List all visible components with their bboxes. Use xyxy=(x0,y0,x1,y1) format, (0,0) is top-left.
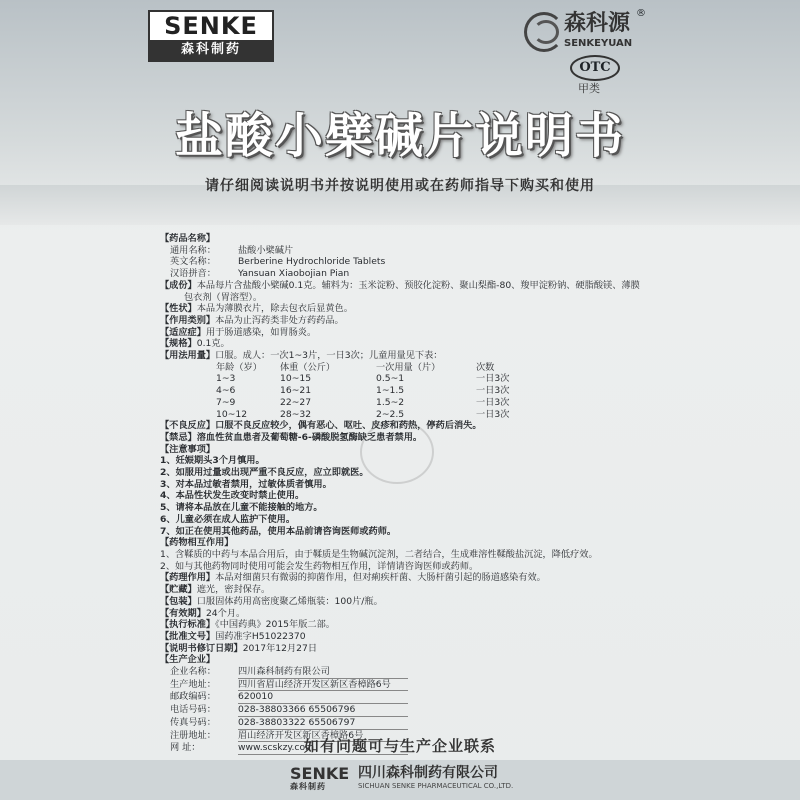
dosage-cell: 4~6 xyxy=(216,385,236,397)
section-heading: 【药品名称】 xyxy=(160,233,216,244)
footer-logo-text: SENKE xyxy=(290,764,350,783)
senke-logo xyxy=(148,10,274,62)
dosage-header: 年龄（岁） xyxy=(216,361,262,373)
standard-section: 【执行标准】《中国药典》2015年版二部。 xyxy=(160,619,335,631)
senkeyuan-logo xyxy=(524,10,644,54)
properties-section: 【性状】本品为薄膜衣片，除去包衣后显黄色。 xyxy=(160,303,353,315)
name-row: 通用名称： 盐酸小檗碱片 xyxy=(170,244,294,256)
interaction-item: 1、含鞣质的中药与本品合用后，由于鞣质是生物碱沉淀剂，二者结合，生成难溶性鞣酸盐沉淀，降低疗效。 xyxy=(160,548,598,560)
caution-item: 7、如正在使用其他药品，使用本品前请咨询医师或药师。 xyxy=(160,525,397,537)
caution-item: 3、对本品过敏者禁用，过敏体质者慎用。 xyxy=(160,478,332,490)
approval-section: 【批准文号】国药准字H51022370 xyxy=(160,630,306,642)
dosage-cell: 一日3次 xyxy=(476,385,510,397)
company-row: 企业名称： 四川森科制药有限公司 xyxy=(160,666,646,679)
dosage-cell: 一日3次 xyxy=(476,396,510,408)
storage-section: 【贮藏】遮光，密封保存。 xyxy=(160,584,271,596)
caution-item: 6、儿童必须在成人监护下使用。 xyxy=(160,513,296,525)
footer-company-en: SICHUAN SENKE PHARMACEUTICAL CO.,LTD. xyxy=(358,782,514,790)
footer-logo xyxy=(290,766,354,792)
page-subtitle: 请仔细阅读说明书并按说明使用或在药师指导下购买和使用 xyxy=(205,178,595,194)
dosage-cell: 10~15 xyxy=(280,373,312,385)
dosage-header: 一次用量（片） xyxy=(376,361,441,373)
company-row: 电话号码： 028-38803366 65506796 xyxy=(160,704,646,717)
otc-badge: OTC xyxy=(570,55,620,81)
adverse-section: 【不良反应】口服不良反应较少，偶有恶心、呕吐、皮疹和药热，停药后消失。 xyxy=(160,420,482,432)
dosage-cell: 0.5~1 xyxy=(376,373,405,385)
company-row: 生产地址： 四川省眉山经济开发区新区香樟路6号 xyxy=(160,679,646,692)
package-section: 【包装】口服固体药用高密度聚乙烯瓶装：100片/瓶。 xyxy=(160,595,383,607)
ingredients-cont: 包衣剂（胃溶型）。 xyxy=(184,291,263,303)
registered-mark: ® xyxy=(636,8,646,19)
category-section: 【作用类别】本品为止泻药类非处方药药品。 xyxy=(160,314,344,326)
section-heading: 【生产企业】 xyxy=(160,654,216,666)
dosage-cell: 1~1.5 xyxy=(376,385,405,397)
senke-logo-text: SENKE xyxy=(164,12,258,40)
dosage-cell: 一日3次 xyxy=(476,408,510,420)
usage-section: 【用法用量】口服。成人：一次1~3片，一日3次；儿童用量见下表： xyxy=(160,350,443,362)
dosage-cell: 28~32 xyxy=(280,408,312,420)
dosage-cell: 22~27 xyxy=(280,396,312,408)
name-row: 汉语拼音： Yansuan Xiaobojian Pian xyxy=(170,268,350,280)
ingredients-section: 【成份】本品每片含盐酸小檗碱0.1克。辅料为：玉米淀粉、预胶化淀粉、聚山梨酯-80、羧甲淀粉钠、硬脂酸镁、薄膜 xyxy=(160,279,640,291)
caution-item: 5、请将本品放在儿童不能接触的地方。 xyxy=(160,502,323,514)
senkeyuan-sub: SENKEYUAN xyxy=(564,38,633,49)
dosage-cell: 一日3次 xyxy=(476,373,510,385)
section-heading: 【药物相互作用】 xyxy=(160,537,234,549)
dosage-header: 次数 xyxy=(476,361,495,373)
contraindication-section: 【禁忌】溶血性贫血患者及葡萄糖-6-磷酸脱氢酶缺乏患者禁用。 xyxy=(160,431,423,443)
interaction-item: 2、如与其他药物同时使用可能会发生药物相互作用，详情请咨询医师或药师。 xyxy=(160,560,479,572)
dosage-cell: 10~12 xyxy=(216,408,248,420)
section-heading: 【注意事项】 xyxy=(160,443,216,455)
senke-logo-sub: 森科制药 xyxy=(150,40,272,60)
company-row: 邮政编码： 620010 xyxy=(160,691,646,704)
caution-item: 2、如服用过量或出现严重不良反应，应立即就医。 xyxy=(160,467,369,479)
name-row: 英文名称： Berberine Hydrochloride Tablets xyxy=(170,256,386,268)
page-title: 盐酸小檗碱片说明书 xyxy=(174,108,625,164)
footer-company-cn: 四川森科制药有限公司 xyxy=(358,765,498,781)
dosage-cell: 7~9 xyxy=(216,396,236,408)
pharmacology-section: 【药理作用】本品对细菌只有微弱的抑菌作用，但对痢疾杆菌、大肠杆菌引起的肠道感染有效。 xyxy=(160,572,546,584)
company-row: 网 址： www.scskzy.com xyxy=(160,742,646,755)
caution-item: 4、本品性状发生改变时禁止使用。 xyxy=(160,490,305,502)
dosage-table xyxy=(160,362,646,421)
senkeyuan-name: 森科源 xyxy=(564,11,631,36)
otc-class: 甲类 xyxy=(578,82,600,95)
revision-section: 【说明书修订日期】2017年12月27日 xyxy=(160,642,318,654)
swirl-inner-icon xyxy=(533,20,559,44)
contact-notice: 如有问题可与生产企业联系 xyxy=(303,737,496,755)
dosage-cell: 1.5~2 xyxy=(376,396,405,408)
company-row: 注册地址： 眉山经济开发区新区香樟路6号 xyxy=(160,730,646,743)
dosage-cell: 1~3 xyxy=(216,373,236,385)
header-band xyxy=(0,0,800,200)
dosage-cell: 16~21 xyxy=(280,385,312,397)
validity-section: 【有效期】24个月。 xyxy=(160,607,246,619)
leaflet-body xyxy=(160,233,646,755)
company-row: 传真号码： 028-38803322 65506797 xyxy=(160,717,646,730)
footer-logo-sub: 森科制药 xyxy=(290,782,326,791)
dosage-header: 体重（公斤） xyxy=(280,361,336,373)
caution-item: 1、妊娠期头3个月慎用。 xyxy=(160,455,265,467)
indication-section: 【适应症】用于肠道感染，如胃肠炎。 xyxy=(160,326,317,338)
dosage-cell: 2~2.5 xyxy=(376,408,405,420)
spec-section: 【规格】0.1克。 xyxy=(160,338,230,350)
